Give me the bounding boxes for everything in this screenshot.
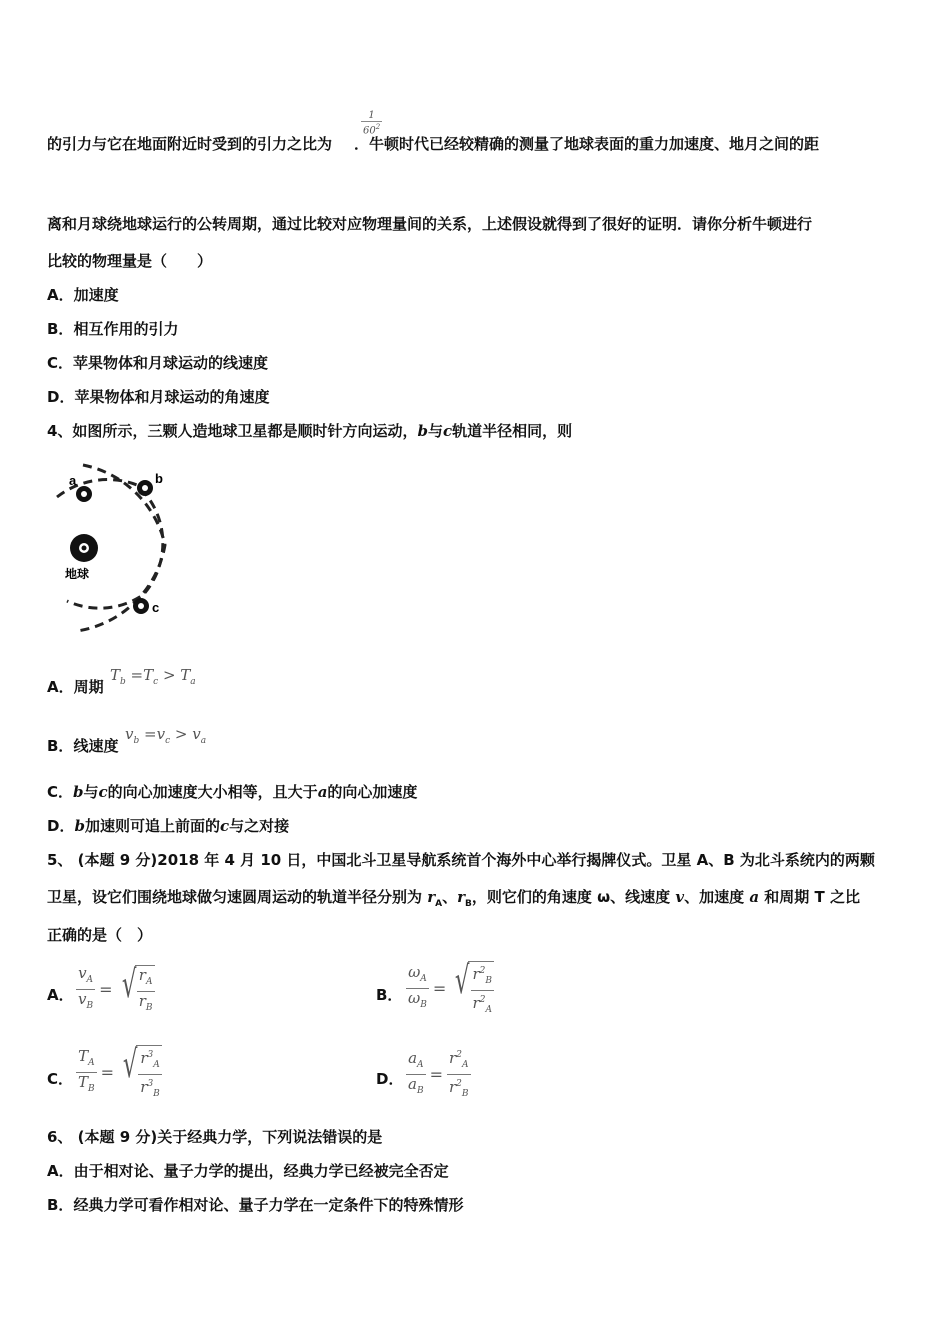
q3-line-2: 离和月球绕地球运行的公转周期，通过比较对应物理量间的关系，上述假设就得到了很好的证明．请你分析牛顿进行 (47, 215, 813, 233)
q3-line-3: 比较的物理量是（ ） (47, 252, 213, 270)
label-c: c (152, 600, 160, 615)
fraction-denominator: $60^2$ (363, 123, 381, 137)
q6-option-a[interactable]: A．由于相对论、量子力学的提出，经典力学已经被完全否定 (47, 1162, 449, 1180)
q4-stem: 4、如图所示，三颗人造地球卫星都是顺时针方向运动，b与c轨道半径相同，则 (47, 422, 573, 440)
q5-option-a[interactable]: A． (47, 986, 74, 1004)
q4-option-a[interactable]: A．周期 (47, 678, 104, 696)
q6-option-b[interactable]: B．经典力学可看作相对论、量子力学在一定条件下的特殊情形 (47, 1196, 464, 1214)
q5-option-c-formula: $\frac{T_A}{T_B}$ = √ $\frac{r^3_A}{r^3_B}$ (76, 1042, 162, 1103)
q5-line-1: 5、 (本题 9 分)2018 年 4 月 10 日，中国北斗卫星导航系统首个海外中心举行揭牌仪式。卫星 A、B 为北斗系统内的两颗 (47, 851, 875, 869)
label-a: a (69, 473, 77, 488)
label-b: b (155, 471, 163, 486)
q5-option-b[interactable]: B． (376, 986, 403, 1004)
orbit-diagram (55, 455, 185, 640)
q3-option-a[interactable]: A．加速度 (47, 286, 119, 304)
q5-option-c[interactable]: C． (47, 1070, 74, 1088)
q6-stem: 6、 (本题 9 分)关于经典力学，下列说法错误的是 (47, 1128, 383, 1146)
q4-option-b-formula: $v_b =v_c > v_a$ (125, 725, 207, 746)
q5-option-a-formula: $\frac{v_A}{v_B}$ = √ $\frac{r_A}{r_B}$ (76, 962, 155, 1017)
orbit-diagram-svg (55, 455, 185, 640)
q5-option-d[interactable]: D． (376, 1070, 404, 1088)
q4-option-a-formula: $T_b =T_c > T_a$ (110, 666, 196, 687)
q4-option-c[interactable]: C．b与c的向心加速度大小相等，且大于a的向心加速度 (47, 783, 418, 801)
q3-option-d[interactable]: D．苹果物体和月球运动的角速度 (47, 388, 270, 406)
q3-option-b[interactable]: B．相互作用的引力 (47, 320, 179, 338)
q3-fraction (361, 110, 382, 136)
q3-option-c[interactable]: C．苹果物体和月球运动的线速度 (47, 354, 269, 372)
q5-line-2: 卫星，设它们围绕地球做匀速圆周运动的轨道半径分别为 $r_A$、$r_B$，则它们的角速度 ω、线速度 v、加速度 a 和周期 T 之比 (47, 888, 860, 909)
label-earth: 地球 (65, 567, 90, 581)
q5-option-d-formula: $\frac{a_A}{a_B}$ = $\frac{r^2_A}{r^2_B}$ (406, 1046, 471, 1103)
q3-line-1 (47, 134, 819, 154)
q5-option-b-formula: $\frac{\omega_A}{\omega_B}$ = √ $\frac{r^2_B}{r^2_A}$ (406, 958, 494, 1019)
q4-option-b[interactable]: B．线速度 (47, 737, 119, 755)
fraction-numerator: 1 (368, 110, 375, 121)
q5-line-3: 正确的是（ ） (47, 926, 153, 944)
q3-text-1a: 的引力与它在地面附近时受到的引力之比为 (47, 135, 333, 153)
q3-text-1b: ．牛顿时代已经较精确的测量了地球表面的重力加速度、地月之间的距 (354, 135, 820, 153)
q4-option-d[interactable]: D．b加速则可追上前面的c与之对接 (47, 817, 290, 835)
